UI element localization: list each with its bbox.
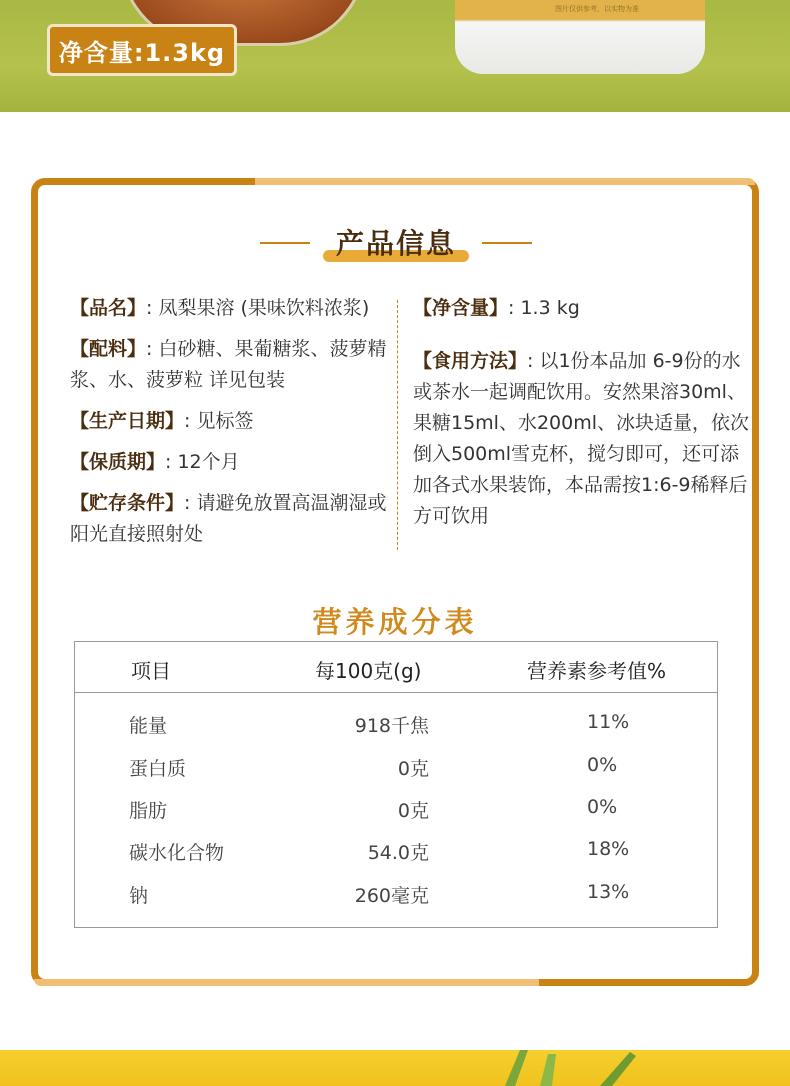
nutrient-nrv: 0% — [587, 754, 618, 776]
info-item-usage — [413, 346, 753, 532]
info-item-name — [70, 293, 388, 324]
nutrient-name: 碳水化合物 — [129, 842, 225, 864]
frame-accent-top — [255, 178, 755, 185]
bottle-caption: 图片仅供参考，以实物为准 — [555, 5, 639, 13]
nutrient-nrv: 11% — [587, 711, 630, 733]
section-title-text: 产品信息 — [335, 227, 456, 260]
info-key: 【食用方法】 — [413, 350, 528, 372]
info-value: : 凤梨果溶 (果味饮料浓浆) — [146, 297, 370, 319]
info-key: 【贮存条件】 — [70, 492, 185, 514]
info-item-production-date — [70, 406, 388, 437]
nutrient-name: 脂肪 — [129, 800, 168, 822]
frame-accent-bottom — [34, 979, 539, 986]
nutrient-amount: 0克 — [397, 800, 429, 822]
info-value: : 请避免放置高温潮湿或阳光直接照射处 — [70, 492, 387, 545]
info-value: : 以1份本品加 6-9份的水或茶水一起调配饮用。安然果溶30ml、果糖15ml、水200ml、冰块适量，依次倒入500ml雪克杯，搅匀即可，还可添加各式水果装饰，本品需按1:6-9稀释后方可饮用 — [413, 350, 750, 527]
header-per-100g: 每100克(g) — [315, 659, 422, 683]
nutrition-table — [74, 641, 718, 928]
section-title — [255, 222, 537, 266]
nutrient-amount: 260毫克 — [354, 885, 429, 907]
info-item-shelf-life — [70, 447, 388, 478]
column-divider — [397, 300, 398, 550]
nutrient-amount: 918千焦 — [354, 715, 429, 737]
nutrient-nrv: 18% — [587, 838, 630, 860]
info-value: : 1.3 kg — [508, 297, 580, 319]
header-nrv: 营养素参考值% — [527, 659, 667, 683]
info-key: 【净含量】 — [413, 297, 509, 319]
nutrient-amount: 0克 — [397, 758, 429, 780]
table-row — [75, 754, 717, 784]
net-content-badge: 净含量:1.3kg — [47, 24, 237, 76]
product-banner — [0, 0, 790, 112]
info-value: : 白砂糖、果葡糖浆、菠萝精浆、水、菠萝粒 详见包装 — [70, 338, 387, 391]
bottom-decor-strip — [0, 1050, 790, 1086]
nutrient-name: 蛋白质 — [129, 758, 187, 780]
info-key: 【保质期】 — [70, 451, 166, 473]
info-value: : 见标签 — [184, 410, 254, 432]
nutrition-title: 营养成分表 — [312, 605, 478, 639]
table-row — [75, 838, 717, 868]
table-row — [75, 881, 717, 911]
info-item-net-content — [413, 293, 753, 324]
info-value: : 12个月 — [165, 451, 240, 473]
info-key: 【品名】 — [70, 297, 147, 319]
info-item-storage — [70, 488, 388, 550]
info-key: 【配料】 — [70, 338, 147, 360]
nutrient-name: 能量 — [129, 715, 168, 737]
info-left-column — [70, 293, 388, 560]
table-row — [75, 796, 717, 826]
header-item: 项目 — [131, 659, 171, 683]
nutrient-name: 钠 — [129, 885, 149, 907]
nutrient-amount: 54.0克 — [367, 842, 429, 864]
info-item-ingredients — [70, 334, 388, 396]
info-key: 【生产日期】 — [70, 410, 185, 432]
info-right-column — [413, 293, 753, 542]
leaf-decoration — [0, 1050, 790, 1086]
table-row — [75, 711, 717, 741]
nutrient-nrv: 0% — [587, 796, 618, 818]
nutrient-nrv: 13% — [587, 881, 630, 903]
nutrition-header-row — [75, 642, 717, 693]
